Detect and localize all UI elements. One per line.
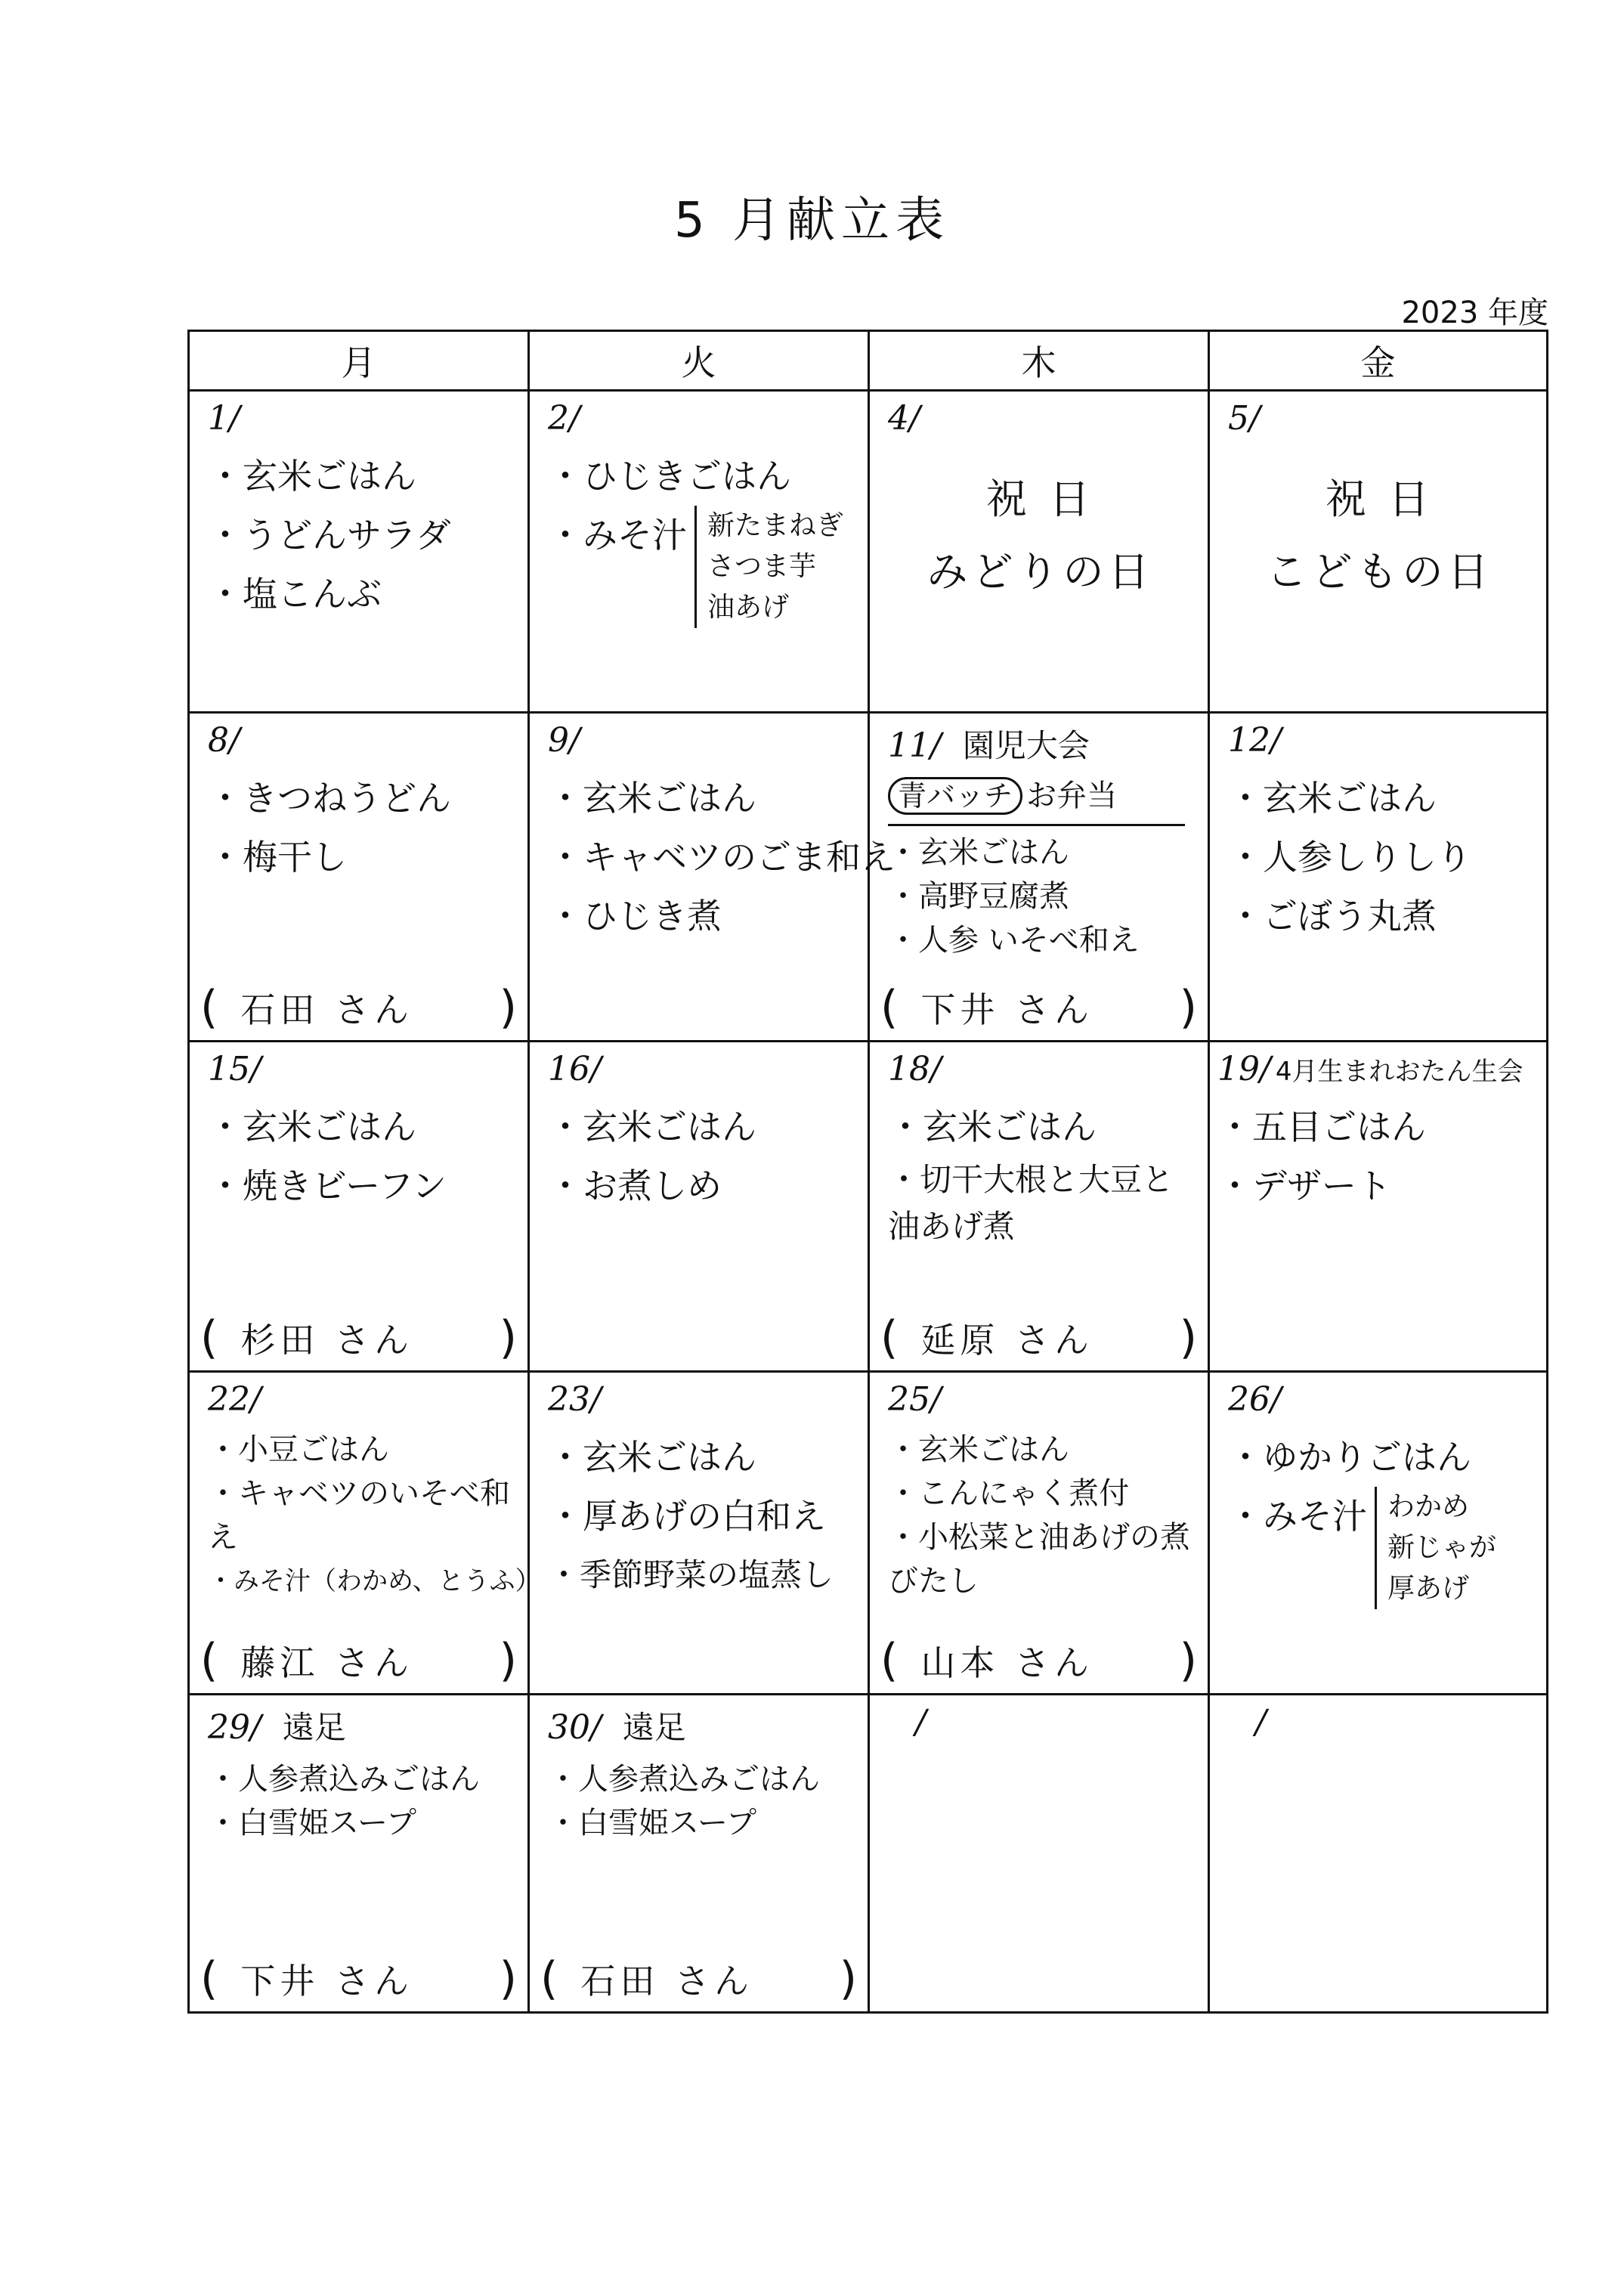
menu-item: ・ 玄米ごはん bbox=[548, 1097, 852, 1156]
menu-list bbox=[888, 831, 1192, 962]
menu-item: ・ 厚あげの白和え bbox=[548, 1487, 852, 1546]
date-label: 23/ bbox=[548, 1380, 602, 1419]
menu-list bbox=[208, 1097, 512, 1215]
soup-block bbox=[1228, 1487, 1531, 1609]
soup-label: ・ みそ汁 bbox=[1228, 1487, 1367, 1546]
menu-item: ・ 高野豆腐煮 bbox=[888, 875, 1192, 918]
day-cell bbox=[529, 1372, 869, 1695]
week-row bbox=[189, 1695, 1548, 2013]
staff-name: 石田 さん bbox=[240, 989, 414, 1030]
weekday-tue: 火 bbox=[529, 331, 869, 391]
day-cell bbox=[189, 1042, 529, 1372]
menu-item: ・ きつねうどん bbox=[208, 769, 512, 828]
menu-list bbox=[888, 1097, 1192, 1250]
menu-list bbox=[1228, 769, 1531, 946]
divider bbox=[888, 824, 1185, 826]
menu-item: ・ こんにゃく煮付 bbox=[888, 1472, 1192, 1515]
soup-ingredient: 厚あげ bbox=[1387, 1573, 1470, 1604]
menu-item: ・ キャベツのごま和え bbox=[548, 828, 852, 887]
day-cell bbox=[869, 713, 1209, 1042]
menu-item: ・ 小松菜と油あげの煮びたし bbox=[888, 1515, 1192, 1603]
menu-calendar bbox=[187, 330, 1548, 2014]
date-label: 9/ bbox=[548, 721, 580, 760]
soup-ingredients bbox=[1375, 1487, 1496, 1609]
date-label: 12/ bbox=[1228, 721, 1282, 760]
staff-note: ( 石田 さん ) bbox=[200, 981, 517, 1034]
date-label: 2/ bbox=[548, 399, 580, 438]
day-cell bbox=[869, 391, 1209, 713]
menu-item: ・ 五目ごはん bbox=[1217, 1097, 1531, 1156]
menu-list bbox=[548, 769, 896, 946]
menu-list bbox=[208, 769, 512, 887]
date-label: 1/ bbox=[208, 399, 240, 438]
day-cell bbox=[529, 1695, 869, 2013]
menu-list bbox=[548, 1097, 852, 1215]
menu-item: ・ 玄米ごはん bbox=[888, 1428, 1192, 1472]
day-cell bbox=[869, 1042, 1209, 1372]
menu-item: ・ 白雪姫スープ bbox=[208, 1801, 512, 1845]
date-label: 4/ bbox=[888, 399, 920, 438]
menu-item: ・ 人参煮込みごはん bbox=[208, 1757, 512, 1801]
weekday-fri: 金 bbox=[1209, 331, 1548, 391]
menu-item: ・ 塩こんぶ bbox=[208, 565, 512, 624]
menu-item: ・ お煮しめ bbox=[548, 1156, 852, 1215]
menu-item: ・ 梅干し bbox=[208, 828, 512, 887]
soup-ingredient: わかめ bbox=[1387, 1491, 1470, 1522]
badge: 青バッチ bbox=[888, 777, 1022, 815]
day-cell bbox=[1209, 1372, 1548, 1695]
menu-item: ・ 玄米ごはん bbox=[888, 1097, 1192, 1156]
staff-note: ( 石田 さん ) bbox=[540, 1952, 857, 2005]
menu-item: ・ 玄米ごはん bbox=[208, 1097, 512, 1156]
day-cell bbox=[1209, 391, 1548, 713]
date-label: 30/ bbox=[548, 1708, 602, 1747]
date-label: 25/ bbox=[888, 1380, 942, 1419]
day-cell bbox=[1209, 713, 1548, 1042]
staff-note: ( 延原 さん ) bbox=[880, 1311, 1197, 1364]
menu-item: ・ 小豆ごはん bbox=[208, 1428, 512, 1472]
holiday-label bbox=[888, 463, 1192, 608]
week-row bbox=[189, 1372, 1548, 1695]
weekday-thu: 木 bbox=[869, 331, 1209, 391]
staff-name: 山本 さん bbox=[920, 1642, 1094, 1683]
menu-item: ・ 玄米ごはん bbox=[888, 831, 1192, 875]
staff-name: 下井 さん bbox=[240, 1961, 414, 2001]
menu-item: ・ ごぼう丸煮 bbox=[1228, 887, 1531, 946]
event-label: 4月生まれおたん生会 bbox=[1275, 1057, 1523, 1087]
soup-ingredients bbox=[694, 506, 843, 628]
staff-note: ( 下井 さん ) bbox=[200, 1952, 517, 2005]
menu-item: ・ 焼きビーフン bbox=[208, 1156, 512, 1215]
day-cell bbox=[189, 1695, 529, 2013]
menu-list bbox=[548, 447, 852, 506]
event-label: 遠足 bbox=[622, 1709, 686, 1746]
day-cell bbox=[1209, 1695, 1548, 2013]
holiday-label bbox=[1228, 463, 1531, 608]
badge-row bbox=[888, 772, 1192, 816]
weekday-header-row bbox=[189, 331, 1548, 391]
staff-name: 延原 さん bbox=[920, 1320, 1094, 1361]
day-cell bbox=[529, 1042, 869, 1372]
menu-item: ・ 玄米ごはん bbox=[1228, 769, 1531, 828]
soup-ingredient: 油あげ bbox=[707, 592, 790, 623]
day-cell bbox=[869, 1372, 1209, 1695]
staff-note: ( 下井 さん ) bbox=[880, 981, 1197, 1034]
holiday-name: みどりの日 bbox=[926, 548, 1154, 596]
staff-name: 石田 さん bbox=[580, 1961, 754, 2001]
menu-list bbox=[1217, 1097, 1531, 1215]
staff-name: 下井 さん bbox=[920, 989, 1094, 1030]
weekday-mon: 月 bbox=[189, 331, 529, 391]
staff-note: ( 杉田 さん ) bbox=[200, 1311, 517, 1364]
menu-list bbox=[208, 447, 512, 624]
day-cell bbox=[529, 713, 896, 1042]
menu-item: ・ ひじきごはん bbox=[548, 447, 852, 506]
staff-note: ( 藤江 さん ) bbox=[200, 1634, 517, 1687]
menu-item: ・ 玄米ごはん bbox=[208, 447, 512, 506]
week-row bbox=[189, 713, 1548, 1042]
week-row bbox=[189, 1042, 1548, 1372]
event-label: 園児大会 bbox=[962, 727, 1090, 764]
badge-note: お弁当 bbox=[1026, 779, 1118, 813]
day-cell bbox=[529, 391, 869, 713]
menu-list bbox=[208, 1428, 541, 1603]
date-label: 26/ bbox=[1228, 1380, 1282, 1419]
staff-name: 藤江 さん bbox=[240, 1642, 414, 1683]
date-label: 15/ bbox=[208, 1050, 261, 1088]
date-label: 18/ bbox=[888, 1050, 942, 1088]
date-label: 8/ bbox=[208, 721, 240, 760]
date-label: 22/ bbox=[208, 1380, 261, 1419]
menu-list bbox=[548, 1757, 852, 1845]
week-row bbox=[189, 391, 1548, 713]
menu-list bbox=[548, 1428, 852, 1605]
date-label: 29/ bbox=[208, 1708, 261, 1747]
menu-item: ・ ひじき煮 bbox=[548, 887, 852, 946]
holiday-name: こどもの日 bbox=[1266, 548, 1493, 596]
staff-name: 杉田 さん bbox=[240, 1320, 414, 1361]
menu-item: ・ 季節野菜の塩蒸し bbox=[548, 1546, 852, 1605]
menu-list bbox=[888, 1428, 1192, 1603]
menu-item: ・ 人参煮込みごはん bbox=[548, 1757, 852, 1801]
date-label: / bbox=[1255, 1703, 1267, 1741]
holiday-title: 祝 日 bbox=[1325, 475, 1434, 523]
event-label: 遠足 bbox=[282, 1709, 346, 1746]
menu-list bbox=[208, 1757, 512, 1845]
soup-block bbox=[548, 506, 852, 628]
day-cell bbox=[1209, 1042, 1548, 1372]
menu-item: ・ 切干大根と大豆と油あげ煮 bbox=[888, 1156, 1192, 1250]
date-label: 19/ bbox=[1217, 1050, 1271, 1088]
menu-item: ・ みそ汁（わかめ、とうふ） bbox=[208, 1559, 512, 1603]
soup-label: ・ みそ汁 bbox=[548, 506, 687, 565]
date-label: / bbox=[915, 1703, 926, 1741]
holiday-title: 祝 日 bbox=[985, 475, 1095, 523]
date-label: 16/ bbox=[548, 1050, 602, 1088]
date-label: 11/ bbox=[888, 726, 942, 765]
menu-item: ・ 白雪姫スープ bbox=[548, 1801, 852, 1845]
day-cell bbox=[189, 1372, 541, 1695]
soup-ingredient: 新じゃが bbox=[1387, 1532, 1497, 1563]
school-year: 2023 年度 bbox=[1401, 296, 1548, 330]
date-label: 5/ bbox=[1228, 399, 1261, 438]
menu-item: ・ ゆかりごはん bbox=[1228, 1428, 1531, 1487]
staff-note: ( 山本 さん ) bbox=[880, 1634, 1197, 1687]
day-cell bbox=[869, 1695, 1209, 2013]
page-title: 5 月献立表 bbox=[673, 193, 951, 249]
day-cell bbox=[189, 391, 529, 713]
soup-ingredient: さつま芋 bbox=[707, 551, 817, 582]
soup-ingredient: 新たまねぎ bbox=[707, 510, 844, 541]
menu-item: ・ デザート bbox=[1217, 1156, 1531, 1215]
day-cell bbox=[189, 713, 529, 1042]
menu-item: ・ 人参しりしり bbox=[1228, 828, 1531, 887]
menu-item: ・ 人参 いそべ和え bbox=[888, 918, 1192, 962]
menu-item: ・ 玄米ごはん bbox=[548, 1428, 852, 1487]
menu-item: ・ うどんサラダ bbox=[208, 506, 512, 565]
menu-item: ・ キャベツのいそべ和え bbox=[208, 1472, 512, 1559]
menu-item: ・ 玄米ごはん bbox=[548, 769, 852, 828]
menu-list bbox=[1228, 1428, 1531, 1487]
